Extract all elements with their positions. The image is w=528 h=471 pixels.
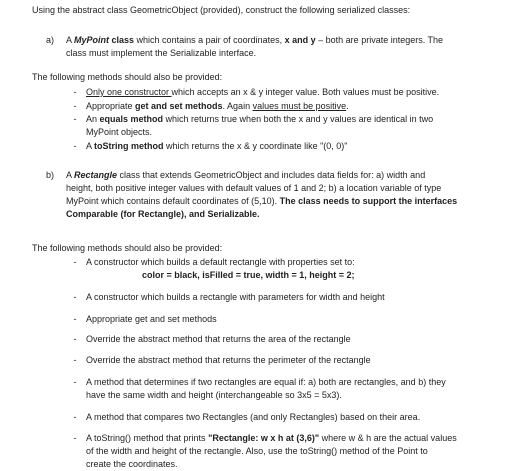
text-run: The class needs to support the interfaces <box>279 196 458 206</box>
text-run: An <box>86 114 100 124</box>
part-a-methods-heading: The following methods should also be provided: <box>32 72 223 82</box>
text-run: A constructor which builds a rectangle with parameters for width and height <box>86 292 385 302</box>
text-run: A <box>86 141 95 151</box>
list-item-line <box>86 333 351 346</box>
text-run: A <box>66 170 75 180</box>
bullet-marker: - <box>73 334 77 344</box>
bullet-marker: - <box>73 433 77 443</box>
list-item-line <box>86 354 371 367</box>
text-run: equals method <box>99 114 164 124</box>
bullet-marker: - <box>73 87 77 97</box>
text-run: Appropriate get and set methods <box>86 314 217 324</box>
text-run: Override the abstract method that returns the perimeter of the rectangle <box>86 355 371 365</box>
text-run: create the coordinates. <box>86 459 178 469</box>
text-run: which returns true when both the x and y values are identical in two <box>163 114 434 124</box>
list-item-line <box>86 411 420 424</box>
text-run: A method that compares two Rectangles (and only Rectangles) based on their area. <box>86 412 421 422</box>
part-b-line <box>66 169 425 182</box>
text-run: MyPoint <box>74 35 110 45</box>
bullet-marker: - <box>73 355 77 365</box>
text-run: where w & h are the actual values <box>319 433 457 443</box>
text-run: color = black, isFilled = true, width = 1, height = 2; <box>142 270 355 280</box>
list-item-line <box>86 100 349 113</box>
part-b-line <box>66 182 441 195</box>
text-run: height, both positive integer values with default values of 1 and 2; b) a location variable of type <box>66 183 442 193</box>
text-run: Rectangle <box>74 170 118 180</box>
bullet-marker: - <box>73 412 77 422</box>
text-run: of the width and height of the rectangle. Also, use the toString() method of the Point to <box>86 446 428 456</box>
text-run: which returns the x & y coordinate like "(0, 0)" <box>163 141 348 151</box>
text-run: MyPoint which contains default coordinates of (5,10). <box>66 196 280 206</box>
part-b-line <box>66 208 260 221</box>
bullet-marker: - <box>73 114 77 124</box>
list-item-line <box>86 313 217 326</box>
text-run: which accepts an x & y integer value. Both values must be positive. <box>171 87 440 97</box>
part-b-marker: b) <box>46 170 55 180</box>
part-a-line-1 <box>66 34 443 47</box>
text-run: class that extends GeometricObject and includes data fields for: a) width and <box>117 170 426 180</box>
text-run: x and y <box>284 35 316 45</box>
list-item-line <box>86 86 439 99</box>
bullet-marker: - <box>73 257 77 267</box>
list-item-line <box>86 113 433 126</box>
list-item-line <box>86 445 428 458</box>
text-run: Override the abstract method that returns the area of the rectangle <box>86 334 351 344</box>
part-a-marker: a) <box>46 35 55 45</box>
text-run: which contains a pair of coordinates, <box>134 35 285 45</box>
part-a-line-2: class must implement the Serializable interface. <box>66 48 257 58</box>
text-run: MyPoint objects. <box>86 127 153 137</box>
text-run: – both are private integers. The <box>315 35 444 45</box>
list-item-line <box>86 458 178 471</box>
bullet-marker: - <box>73 101 77 111</box>
list-item-line <box>86 389 342 402</box>
list-item-line <box>86 291 385 304</box>
list-item-line <box>142 269 355 282</box>
text-run: A method that determines if two rectangles are equal if: a) both are rectangles, and b) they <box>86 377 446 387</box>
list-item-line <box>86 140 347 153</box>
list-item-line <box>86 256 355 269</box>
text-run: Appropriate <box>86 101 136 111</box>
bullet-marker: - <box>73 141 77 151</box>
part-b-methods-heading: The following methods should also be provided: <box>32 243 223 253</box>
text-run: class <box>109 35 135 45</box>
bullet-marker: - <box>73 377 77 387</box>
intro-text: Using the abstract class GeometricObject (provided), construct the following serialized classes: <box>32 5 411 15</box>
text-run: toString method <box>94 141 164 151</box>
list-item-line <box>86 126 152 139</box>
list-item-line <box>86 432 457 445</box>
text-run: get and set methods <box>135 101 223 111</box>
text-run: A constructor which builds a default rectangle with properties set to: <box>86 257 355 267</box>
text-run: Comparable (for Rectangle), and Serializable. <box>66 209 260 219</box>
text-run: . <box>346 101 349 111</box>
text-run: A <box>66 35 75 45</box>
bullet-marker: - <box>73 292 77 302</box>
text-run: . Again <box>222 101 253 111</box>
text-run: "Rectangle: w x h at (3,6)" <box>208 433 320 443</box>
text-run: A toString() method that prints <box>86 433 209 443</box>
text-run: values must be positive <box>252 101 347 111</box>
bullet-marker: - <box>73 314 77 324</box>
list-item-line <box>86 376 446 389</box>
text-run: have the same width and height (interchangeable so 3x5 = 5x3). <box>86 390 342 400</box>
text-run: Only one constructor <box>86 87 172 97</box>
part-b-line <box>66 195 457 208</box>
